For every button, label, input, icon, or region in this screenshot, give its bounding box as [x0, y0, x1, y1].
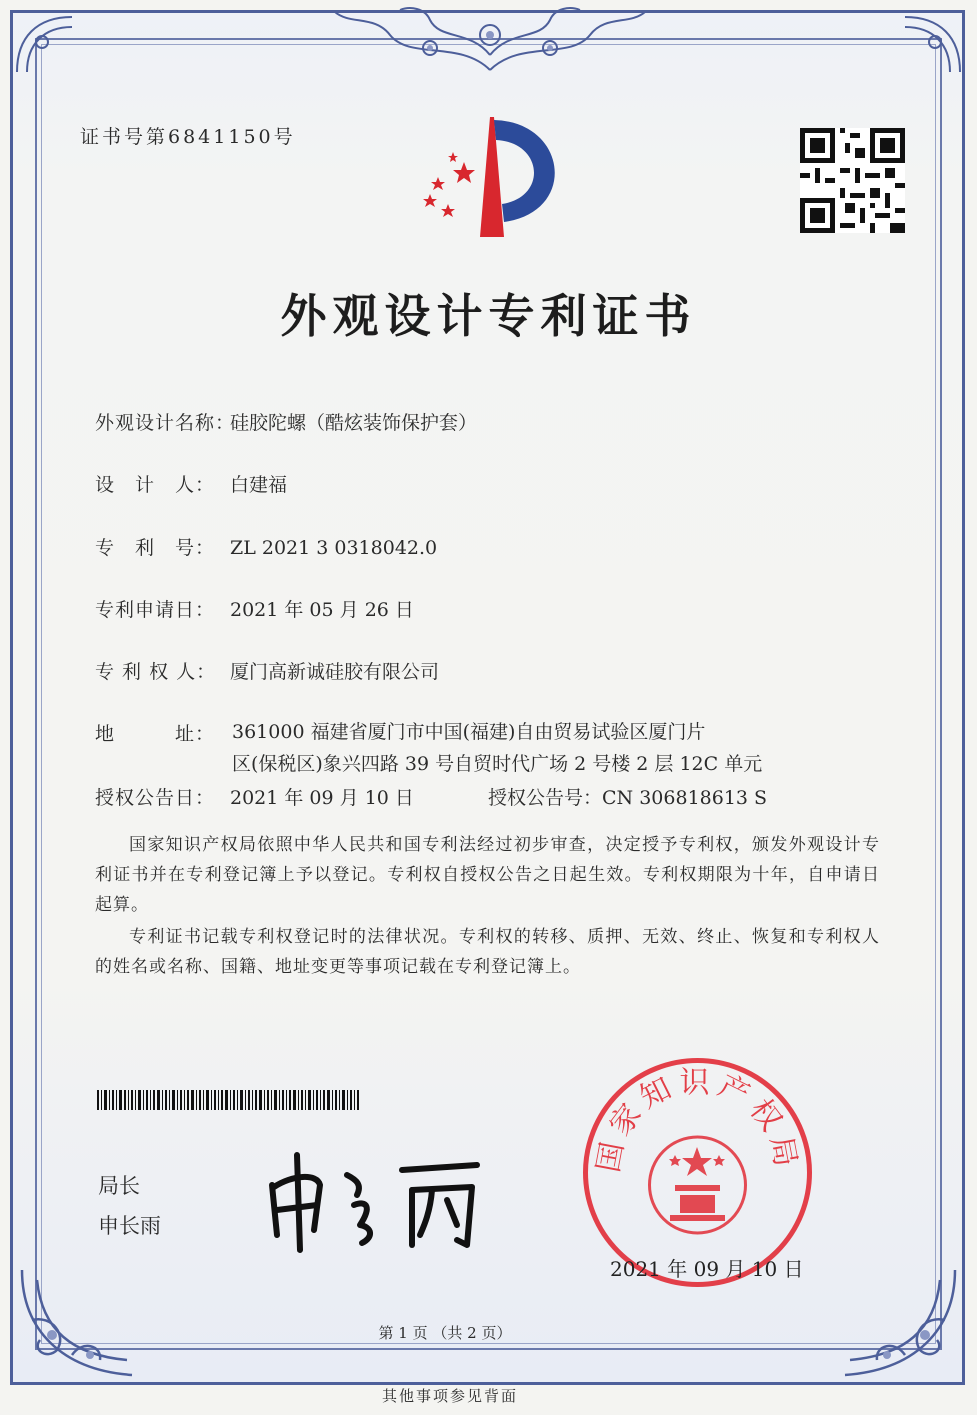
certificate-title: 外观设计专利证书 [280, 289, 697, 343]
seal-date: 2021 年 09 月 10 日 [610, 1257, 804, 1281]
patent-no-label: 专 利 号： [95, 537, 216, 559]
address-line-2: 区(保税区)象兴四路 39 号自贸时代广场 2 号楼 2 层 12C 单元 [232, 753, 763, 775]
director-name: 申长雨 [98, 1214, 161, 1238]
address-line-1: 361000 福建省厦门市中国(福建)自由贸易试验区厦门片 [232, 721, 706, 743]
patentee-value: 厦门高新诚硅胶有限公司 [230, 661, 440, 683]
page-number: 第 1 页 （共 2 页） [378, 1324, 512, 1342]
address-value [232, 716, 792, 780]
patentee-label: 专 利 权 人： [95, 661, 217, 683]
filing-date-label: 专利申请日： [95, 599, 216, 621]
certificate-number: 证书号第6841150号 [80, 126, 296, 148]
designer-value: 白建福 [230, 474, 288, 496]
field-patentee [95, 657, 439, 684]
address-label: 地 址： [95, 723, 216, 745]
barcode-icon [97, 1090, 359, 1110]
field-design-name [95, 408, 477, 435]
corner-ornament-top-right [895, 12, 965, 82]
grant-date-label: 授权公告日： [95, 787, 216, 809]
field-grant-date [95, 783, 414, 810]
corner-ornament-top-left [12, 12, 82, 82]
field-filing-date [95, 595, 414, 622]
body-paragraph-2: 专利证书记载专利权登记时的法律状况。专利权的转移、质押、无效、终止、恢复和专利权人的姓名或名称、国籍、地址变更等事项记载在专利登记簿上。 [95, 927, 880, 977]
design-name-label: 外观设计名称： [95, 412, 236, 434]
qr-code-icon [800, 128, 905, 233]
grant-no-label: 授权公告号： [488, 787, 603, 809]
grant-no-value: CN 306818613 S [602, 787, 768, 809]
design-name-value: 硅胶陀螺（酷炫装饰保护套） [230, 412, 478, 434]
top-ornament [330, 0, 650, 80]
director-signature-icon [262, 1145, 492, 1255]
field-patent-no [95, 533, 437, 560]
filing-date-value: 2021 年 05 月 26 日 [230, 599, 414, 621]
body-paragraph-1: 国家知识产权局依照中华人民共和国专利法经过初步审查，决定授予专利权，颁发外观设计专利证书并在专利登记簿上予以登记。专利权自授权公告之日起生效。专利权期限为十年，自申请日起算。 [95, 835, 880, 915]
director-title: 局长 [98, 1174, 140, 1198]
field-grant-publication-no [488, 783, 767, 810]
field-address [95, 719, 230, 746]
designer-label: 设 计 人： [95, 474, 216, 496]
field-designer [95, 470, 287, 497]
cnipa-logo-icon [408, 112, 578, 242]
svg-text:国家知识产权局: 国家知识产权局 [590, 1065, 805, 1176]
patent-no-value: ZL 2021 3 0318042.0 [230, 537, 438, 559]
grant-date-value: 2021 年 09 月 10 日 [230, 787, 414, 809]
footer-note: 其他事项参见背面 [381, 1387, 518, 1405]
